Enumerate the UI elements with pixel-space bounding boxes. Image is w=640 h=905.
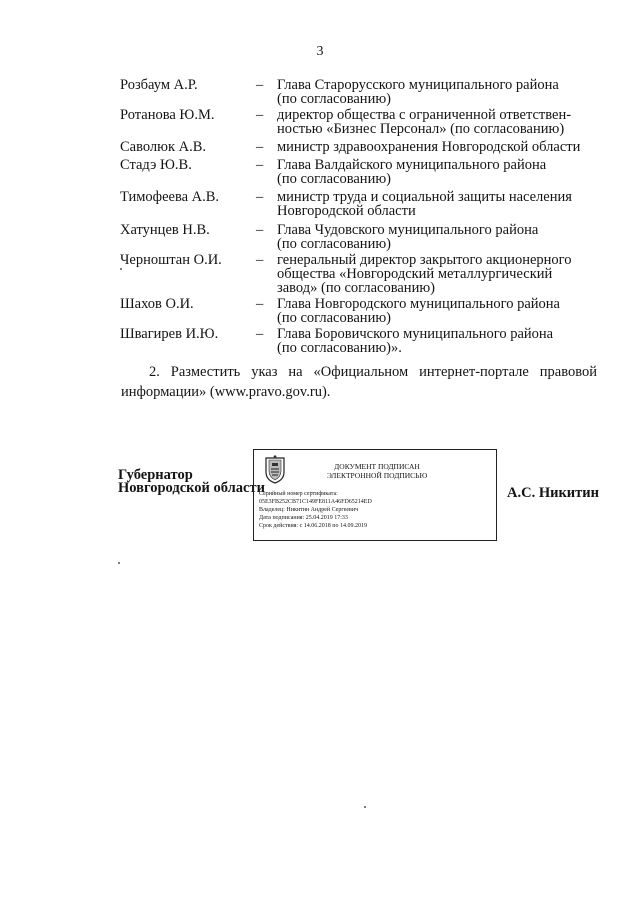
- signer-name: А.С. Никитин: [507, 485, 599, 501]
- member-description-line: ностью «Бизнес Персонал» (по согласованию): [277, 121, 565, 137]
- stamp-details: [259, 490, 372, 530]
- member-dash: –: [256, 326, 264, 342]
- member-description-line: (по согласованию): [277, 91, 391, 107]
- member-description: [277, 223, 587, 251]
- stamp-signed-date: Дата подписания: 25.04.2019 17:33: [259, 515, 348, 521]
- member-description: [277, 190, 587, 218]
- member-name: Швагирев И.Ю.: [120, 326, 219, 342]
- scan-speck: [120, 268, 122, 270]
- member-description: [277, 253, 587, 295]
- member-name: Тимофеева А.В.: [120, 189, 220, 205]
- member-name: Хатунцев Н.В.: [120, 222, 210, 238]
- stamp-heading-line: ДОКУМЕНТ ПОДПИСАН: [334, 462, 420, 471]
- member-dash: –: [256, 139, 264, 155]
- member-description-line: Глава Валдайского муниципального района: [277, 157, 547, 173]
- member-description-line: Глава Боровичского муниципального района: [277, 326, 554, 342]
- member-description: [277, 78, 587, 106]
- member-description-line: Глава Новгородского муниципального района: [277, 296, 560, 312]
- member-description-line: министр труда и социальной защиты населения: [277, 189, 572, 205]
- member-description-line: (по согласованию): [277, 310, 391, 326]
- member-name: Розбаум А.Р.: [120, 77, 198, 93]
- member-description-line: завод» (по согласованию): [277, 280, 435, 296]
- member-name: Саволюк А.В.: [120, 139, 207, 155]
- stamp-validity: Срок действия: с 14.06.2018 по 14.09.2019: [259, 523, 367, 529]
- member-description-line: Глава Старорусского муниципального района: [277, 77, 559, 93]
- scan-speck: [118, 562, 120, 564]
- signer-title: [118, 469, 265, 495]
- member-dash: –: [256, 222, 264, 238]
- member-description-line: (по согласованию)».: [277, 340, 402, 356]
- member-description: [277, 327, 587, 355]
- member-name: Стадэ Ю.В.: [120, 157, 192, 173]
- member-description-line: генеральный директор закрытого акционерного: [277, 252, 572, 268]
- member-description-line: Новгородской области: [277, 203, 416, 219]
- member-description-line: (по согласованию): [277, 171, 391, 187]
- member-description: [277, 108, 587, 136]
- stamp-serial-value: 05E3FB252CB71C149FE811A46FD65214ED: [259, 499, 372, 505]
- member-description-line: общества «Новгородский металлургический: [277, 266, 553, 282]
- member-dash: –: [256, 157, 264, 173]
- member-description: [277, 158, 587, 186]
- member-description-line: (по согласованию): [277, 236, 391, 252]
- signer-title-line: Новгородской области: [118, 480, 265, 496]
- scan-speck: [364, 806, 366, 808]
- member-dash: –: [256, 189, 264, 205]
- decree-point-2: [121, 362, 597, 402]
- page-number: 3: [316, 44, 324, 59]
- member-description-line: министр здравоохранения Новгородской области: [277, 139, 581, 155]
- stamp-heading: [302, 462, 452, 480]
- member-dash: –: [256, 107, 264, 123]
- member-description-line: Глава Чудовского муниципального района: [277, 222, 539, 238]
- stamp-heading-line: ЭЛЕКТРОННОЙ ПОДПИСЬЮ: [326, 471, 428, 480]
- decree-point-2-line: информации» (www.pravo.gov.ru).: [121, 384, 331, 400]
- stamp-owner: Владелец: Никитин Андрей Сергеевич: [259, 507, 359, 513]
- signer-title-line: Губернатор: [118, 467, 193, 483]
- member-description-line: директор общества с ограниченной ответствен-: [277, 107, 572, 123]
- member-name: Ротанова Ю.М.: [120, 107, 215, 123]
- member-name: Шахов О.И.: [120, 296, 194, 312]
- member-dash: –: [256, 77, 264, 93]
- member-description: [277, 140, 587, 154]
- member-dash: –: [256, 296, 264, 312]
- electronic-signature-stamp: [253, 449, 497, 541]
- member-name: Черноштан О.И.: [120, 252, 222, 268]
- coat-of-arms-icon: [262, 455, 288, 485]
- decree-point-2-line: 2. Разместить указ на «Официальном интернет-портале правовой: [149, 364, 597, 380]
- member-description: [277, 297, 587, 325]
- stamp-serial-label: Серийный номер сертификата:: [259, 491, 338, 497]
- member-dash: –: [256, 252, 264, 268]
